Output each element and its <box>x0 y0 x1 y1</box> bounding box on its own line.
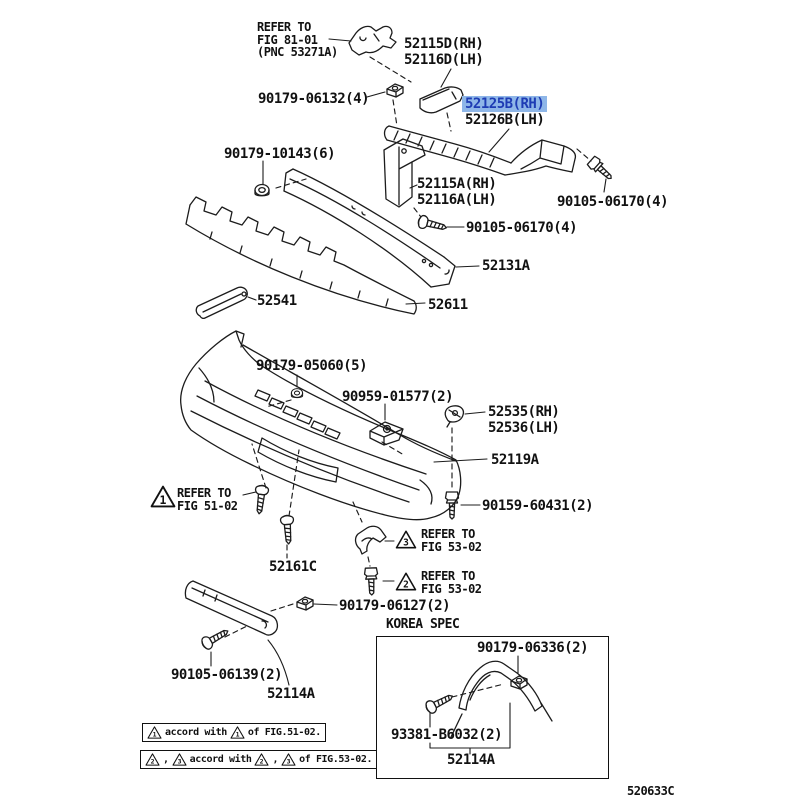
warning-triangle-3 <box>395 530 417 549</box>
part-label-90179-05060[interactable]: 90179-05060(5) <box>256 358 368 374</box>
note2-comma2: , <box>272 754 279 765</box>
bolt-tri2 <box>364 568 378 595</box>
part-label-90179-06336[interactable]: 90179-06336(2) <box>477 640 589 656</box>
refer-fig-51-02-label: REFER TO FIG 51-02 <box>177 486 238 513</box>
svg-text:3: 3 <box>286 757 291 766</box>
note1-text2: of FIG.51-02. <box>247 727 321 738</box>
part-label-52115a-52116a[interactable]: 52115A(RH) 52116A(LH) <box>417 176 497 208</box>
part-label-52119a[interactable]: 52119A <box>491 452 539 468</box>
part-label-90159-60431[interactable]: 90159-60431(2) <box>482 498 594 514</box>
screw-90105-06170-center <box>417 215 448 234</box>
clip-90179-06127 <box>297 597 313 610</box>
warning-triangle-1 <box>150 485 176 508</box>
note-box-1 <box>142 723 326 742</box>
part-label-90179-06127[interactable]: 90179-06127(2) <box>339 598 451 614</box>
screw-refer51 <box>253 485 269 515</box>
warning-triangle-2 <box>395 572 417 591</box>
license-bracket-52114a-drawing <box>185 581 277 635</box>
part-label-90179-06132[interactable]: 90179-06132(4) <box>258 91 370 107</box>
part-label-52541[interactable]: 52541 <box>257 293 297 309</box>
note1-triangle-b <box>230 726 245 739</box>
part-label-90105-06139[interactable]: 90105-06139(2) <box>171 667 283 683</box>
note1-triangle-a <box>147 726 162 739</box>
part-label-52131a[interactable]: 52131A <box>482 258 530 274</box>
note1-text1: accord with <box>165 727 227 738</box>
note2-text2: of FIG.53-02. <box>299 754 373 765</box>
absorber-52611-drawing <box>186 197 416 314</box>
part-label-90959-01577[interactable]: 90959-01577(2) <box>342 389 454 405</box>
note2-triangle-d <box>281 753 296 766</box>
bracket-53271a-drawing <box>349 26 396 55</box>
note2-triangle-a <box>145 753 160 766</box>
clip-90179-05060 <box>291 389 302 398</box>
refer-fig-53-02-label-b: REFER TO FIG 53-02 <box>421 569 482 596</box>
figure-code: 520633C <box>627 784 675 798</box>
note2-text1: accord with <box>189 754 252 765</box>
bracket-52115d-drawing <box>420 87 463 113</box>
strip-52541-drawing <box>196 287 247 318</box>
clip-90179-06132 <box>387 84 403 97</box>
svg-text:1: 1 <box>152 730 157 739</box>
svg-text:1: 1 <box>235 730 240 739</box>
refer-fig-53-02-label-a: REFER TO FIG 53-02 <box>421 527 482 554</box>
part-label-93381-b6032[interactable]: 93381-B6032(2) <box>391 727 503 743</box>
part-label-52535-52536[interactable]: 52535(RH) 52536(LH) <box>488 404 560 436</box>
highlighted-part-52125b[interactable]: 52125B(RH) <box>462 96 547 112</box>
korea-spec-title: KOREA SPEC <box>386 617 460 632</box>
bolt-90105-06170-right <box>587 155 616 183</box>
screw-90105-06139 <box>200 625 231 650</box>
part-label-90105-06170-center[interactable]: 90105-06170(4) <box>466 220 578 236</box>
retainer-52125b-drawing <box>385 126 576 175</box>
note-box-2 <box>140 750 377 769</box>
part-label-52161c[interactable]: 52161C <box>269 559 317 575</box>
part-label-90179-10143[interactable]: 90179-10143(6) <box>224 146 336 162</box>
clip-52535-drawing <box>445 406 463 427</box>
part-label-90105-06170-right[interactable]: 90105-06170(4) <box>557 194 669 210</box>
nut-90179-10143 <box>255 185 269 196</box>
svg-text:3: 3 <box>177 757 181 766</box>
note2-triangle-b <box>172 753 187 766</box>
clip-tri3-drawing <box>356 526 386 554</box>
refer-fig-81-01-label: REFER TO FIG 81-01 (PNC 53271A) <box>257 20 338 59</box>
svg-text:2: 2 <box>403 579 409 591</box>
svg-text:2: 2 <box>150 757 155 766</box>
screw-52161c <box>280 515 295 544</box>
note2-triangle-c <box>254 753 269 766</box>
part-label-52114a-korea[interactable]: 52114A <box>447 752 495 768</box>
part-label-52125b-52126b[interactable]: 52125B(RH) 52126B(LH) <box>462 96 547 128</box>
svg-text:2: 2 <box>260 757 264 766</box>
part-label-52115d-52116d[interactable]: 52115D(RH) 52116D(LH) <box>404 36 484 68</box>
part-label-52114a[interactable]: 52114A <box>267 686 315 702</box>
note2-comma1: , <box>163 754 169 765</box>
svg-text:3: 3 <box>403 537 409 549</box>
part-label-52611[interactable]: 52611 <box>428 297 468 313</box>
svg-text:1: 1 <box>159 492 167 507</box>
